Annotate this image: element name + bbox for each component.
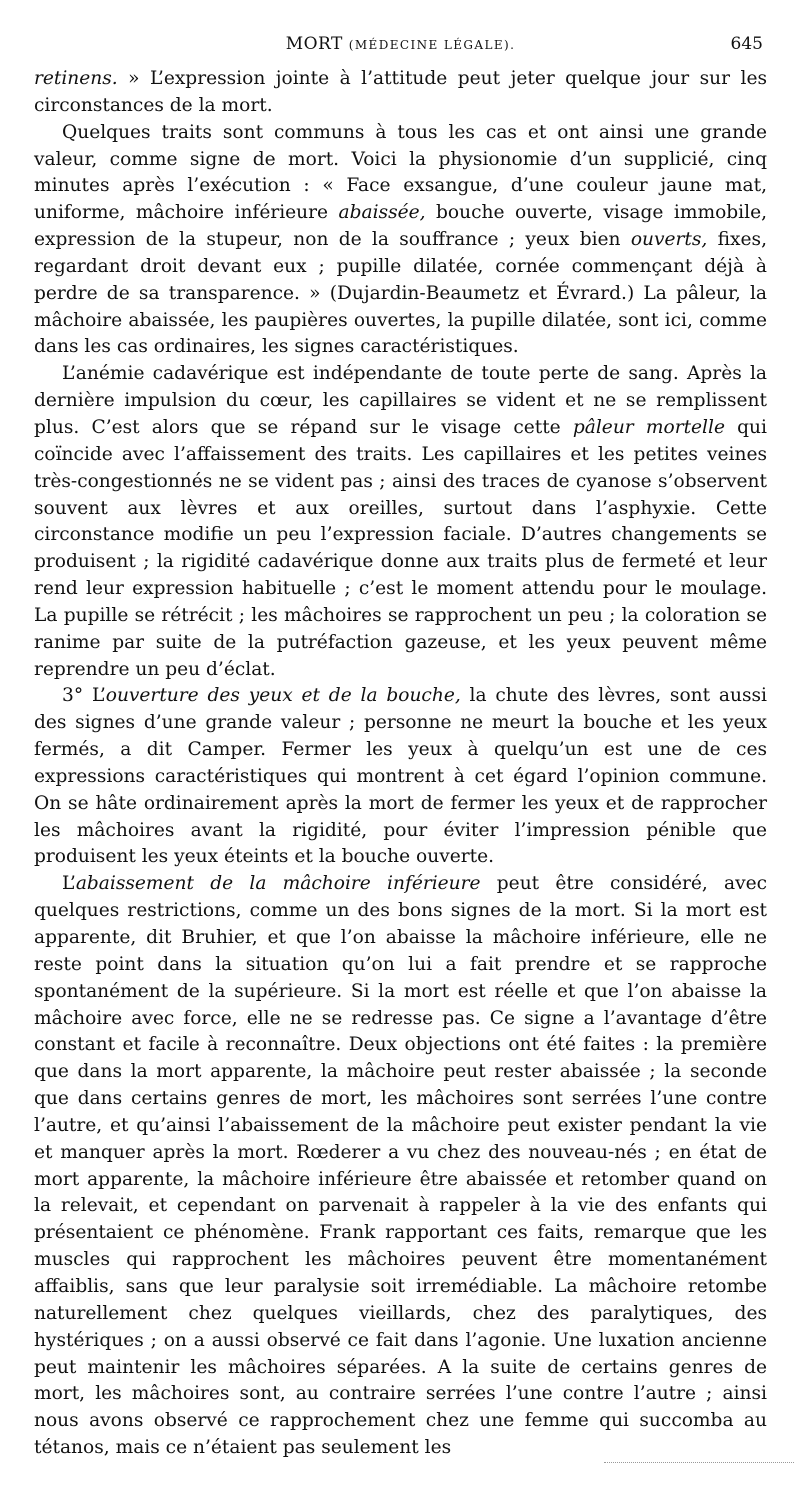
paragraph-p5 [34,871,767,1462]
paragraph-p3 [34,361,767,683]
paragraph-p4 [34,683,767,871]
running-title-sub: (MÉDECINE LÉGALE). [348,38,516,52]
text-segment: qui coïncide avec l’affaissement des traits. Les capillaires et les petites veines très-congestionnés ne se vident pas ; ainsi des traces de cyanose s’observent souvent aux lèvres et aux oreilles, surtout dans l’asphyxie. Cette circonstance modifie un peu l’expression faciale. D’autres changements se produisent ; la rigidité cadavérique donne aux traits plus de fermeté et leur rend leur expression habituelle ; c’est le moment attendu pour le moulage. La pupille se rétrécit ; les mâchoires se rapprochent un peu ; la coloration se ranime par suite de la putréfaction gazeuse, et les yeux peuvent même reprendre un peu d’éclat. [34,416,767,680]
italic-text: abaissée, [338,202,426,224]
text-segment: 3° L’ [62,685,106,707]
text-segment: fixes, regardant droit devant eux ; pupille dilatée, cornée commençant déjà à perdre de sa transparence. » (Dujardin-Beaumetz et Évrard.) La pâleur, la mâchoire abaissée, les paupières ouvertes, la pupille dilatée, sont ici, comme dans les cas ordinaires, les signes caractéristiques. [34,229,767,358]
italic-text: ouverture des yeux et de la bouche, [105,685,461,707]
body-text [34,66,767,1462]
text-segment: L’ [62,873,76,895]
italic-text: abaissement de la mâchoire inférieure [75,873,481,895]
text-segment: L’anémie cadavérique est indépendante de toute perte de sang. Après la dernière impulsion du cœur, les capillaires se vident et ne se remplissent plus. C’est alors que se répand sur le visage cette [34,363,767,438]
footer-dotted-rule [604,1462,794,1464]
italic-text: ouverts, [630,229,708,251]
italic-text: retinens. [34,68,118,89]
running-head [34,34,767,56]
page-number: 645 [730,34,763,54]
running-title [34,34,767,54]
text-segment: la chute des lèvres, sont aussi des signes d’une grande valeur ; personne ne meurt la bouche et les yeux fermés, a dit Camper. Fermer les yeux à quelqu’un est une de ces expressions caractéristiques qui montrent à cet égard l’opinion commune. On se hâte ordinairement après la mort de fermer les yeux et de rapprocher les mâchoires avant la rigidité, pour éviter l’impression pénible que produisent les yeux éteints et la bouche ouverte. [34,685,767,868]
paragraph-p1 [34,66,767,120]
text-segment: peut être considéré, avec quelques restrictions, comme un des bons signes de la mort. Si la mort est apparente, dit Bruhier, et que l’on abaisse la mâchoire inférieure, elle ne reste point dans la situation qu’on lui a fait prendre et se rapproche spontanément de la supérieure. Si la mort est réelle et que l’on abaisse la mâchoire avec force, elle ne se redresse pas. Ce signe a l’avantage d’être constant et facile à reconnaître. Deux objections ont été faites : la première que dans la mort apparente, la mâchoire peut rester abaissée ; la seconde que dans certains genres de mort, les mâchoires sont serrées l’une contre l’autre, et qu’ainsi l’abaissement de la mâchoire peut exister pendant la vie et manquer après la mort. Rœderer a vu chez des nouveau-nés ; en état de mort apparente, la mâchoire inférieure être abaissée et retomber quand on la relevait, et cependant on parvenait à rappeler à la vie des enfants qui présentaient ce phénomène. Frank rapportant ces faits, remarque que les muscles qui rapprochent les mâchoires peuvent être momentanément affaiblis, sans que leur paralysie soit irremédiable. La mâchoire retombe naturellement chez quelques vieillards, chez des paralytiques, des hystériques ; on a aussi observé ce fait dans l’agonie. Une luxation ancienne peut maintenir les mâchoires séparées. A la suite de certains genres de mort, les mâchoires sont, au contraire serrées l’une contre l’autre ; ainsi nous avons observé ce rapprochement chez une femme qui succomba au tétanos, mais ce n’étaient pas seulement les [34,873,767,1459]
running-title-main: MORT [285,34,343,54]
text-segment: » L’expression jointe à l’attitude peut jeter quelque jour sur les circonstances de la mort. [34,68,767,116]
paragraph-p2 [34,120,767,362]
italic-text: pâleur mortelle [572,416,725,438]
text-segment: Quelques traits sont communs à tous les cas et ont ainsi une grande valeur, comme signe de mort. Voici la physionomie d’un supplicié, cinq minutes après l’exécution : « Face exsangue, d’une couleur jaune mat, uniforme, mâchoire inférieure [34,121,767,224]
book-page [34,0,767,1501]
text-segment: bouche ouverte, visage immobile, expression de la stupeur, non de la souffrance ; yeux bien [34,202,767,251]
